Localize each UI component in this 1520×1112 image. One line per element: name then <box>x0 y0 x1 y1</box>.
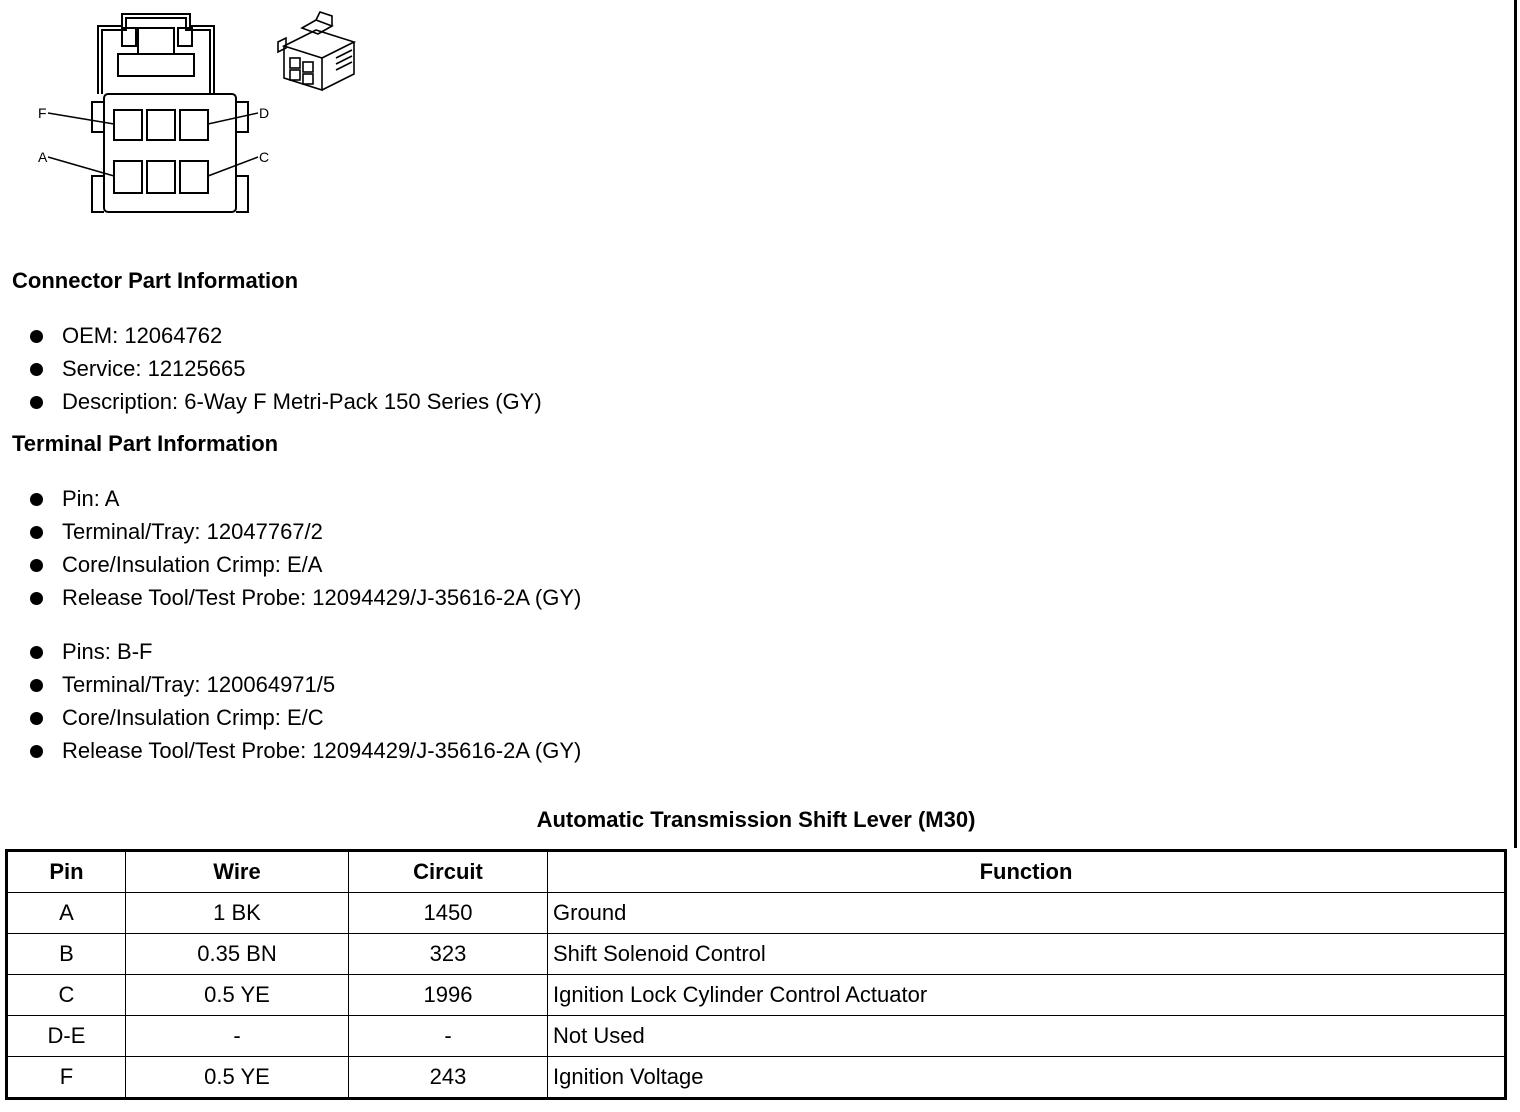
list-item: Terminal/Tray: 120064971/5 <box>30 668 581 701</box>
list-item: Core/Insulation Crimp: E/A <box>30 548 581 581</box>
cell-wire: 0.5 YE <box>126 975 349 1016</box>
cell-wire: - <box>126 1016 349 1057</box>
table-row <box>7 1057 1506 1099</box>
pin-label-c: C <box>259 149 270 165</box>
column-header-pin: Pin <box>7 851 126 893</box>
cell-wire: 0.35 BN <box>126 934 349 975</box>
cell-wire: 1 BK <box>126 893 349 934</box>
connector-part-list <box>30 319 542 418</box>
pin-label-d: D <box>259 105 270 121</box>
connector-part-heading: Connector Part Information <box>12 268 299 293</box>
cell-function: Ground <box>548 893 1506 934</box>
table-row <box>7 975 1506 1016</box>
cell-circuit: 1996 <box>349 975 548 1016</box>
list-item: Terminal/Tray: 12047767/2 <box>30 515 581 548</box>
cell-circuit: - <box>349 1016 548 1057</box>
list-item: Release Tool/Test Probe: 12094429/J-35616-2A (GY) <box>30 581 581 614</box>
pin-label-f: F <box>38 105 47 121</box>
list-item: OEM: 12064762 <box>30 319 542 352</box>
list-item: Release Tool/Test Probe: 12094429/J-35616-2A (GY) <box>30 734 581 767</box>
cell-function: Shift Solenoid Control <box>548 934 1506 975</box>
terminal-part-heading: Terminal Part Information <box>12 431 279 456</box>
table-row <box>7 934 1506 975</box>
cell-function: Ignition Voltage <box>548 1057 1506 1099</box>
connector-isometric-icon <box>276 8 366 92</box>
column-header-wire: Wire <box>126 851 349 893</box>
cell-pin: F <box>7 1057 126 1099</box>
list-item: Description: 6-Way F Metri-Pack 150 Series (GY) <box>30 385 542 418</box>
list-item: Pins: B-F <box>30 635 581 668</box>
cell-function: Not Used <box>548 1016 1506 1057</box>
cell-circuit: 1450 <box>349 893 548 934</box>
cell-pin: D-E <box>7 1016 126 1057</box>
table-title: Automatic Transmission Shift Lever (M30) <box>536 807 976 832</box>
terminal-part-list-pins-b-f <box>30 635 581 767</box>
table-row <box>7 893 1506 934</box>
list-item: Service: 12125665 <box>30 352 542 385</box>
list-item: Pin: A <box>30 482 581 515</box>
terminal-part-list-pin-a <box>30 482 581 614</box>
cell-circuit: 243 <box>349 1057 548 1099</box>
cell-circuit: 323 <box>349 934 548 975</box>
table-header-row <box>7 851 1506 893</box>
cell-function: Ignition Lock Cylinder Control Actuator <box>548 975 1506 1016</box>
cell-pin: C <box>7 975 126 1016</box>
page-right-border <box>1514 0 1517 848</box>
column-header-circuit: Circuit <box>349 851 548 893</box>
cell-pin: A <box>7 893 126 934</box>
connector-face-diagram <box>30 6 280 218</box>
list-item: Core/Insulation Crimp: E/C <box>30 701 581 734</box>
pinout-table <box>5 849 1507 1100</box>
cell-wire: 0.5 YE <box>126 1057 349 1099</box>
column-header-function: Function <box>548 851 1506 893</box>
cell-pin: B <box>7 934 126 975</box>
pin-label-a: A <box>38 149 48 165</box>
table-row <box>7 1016 1506 1057</box>
